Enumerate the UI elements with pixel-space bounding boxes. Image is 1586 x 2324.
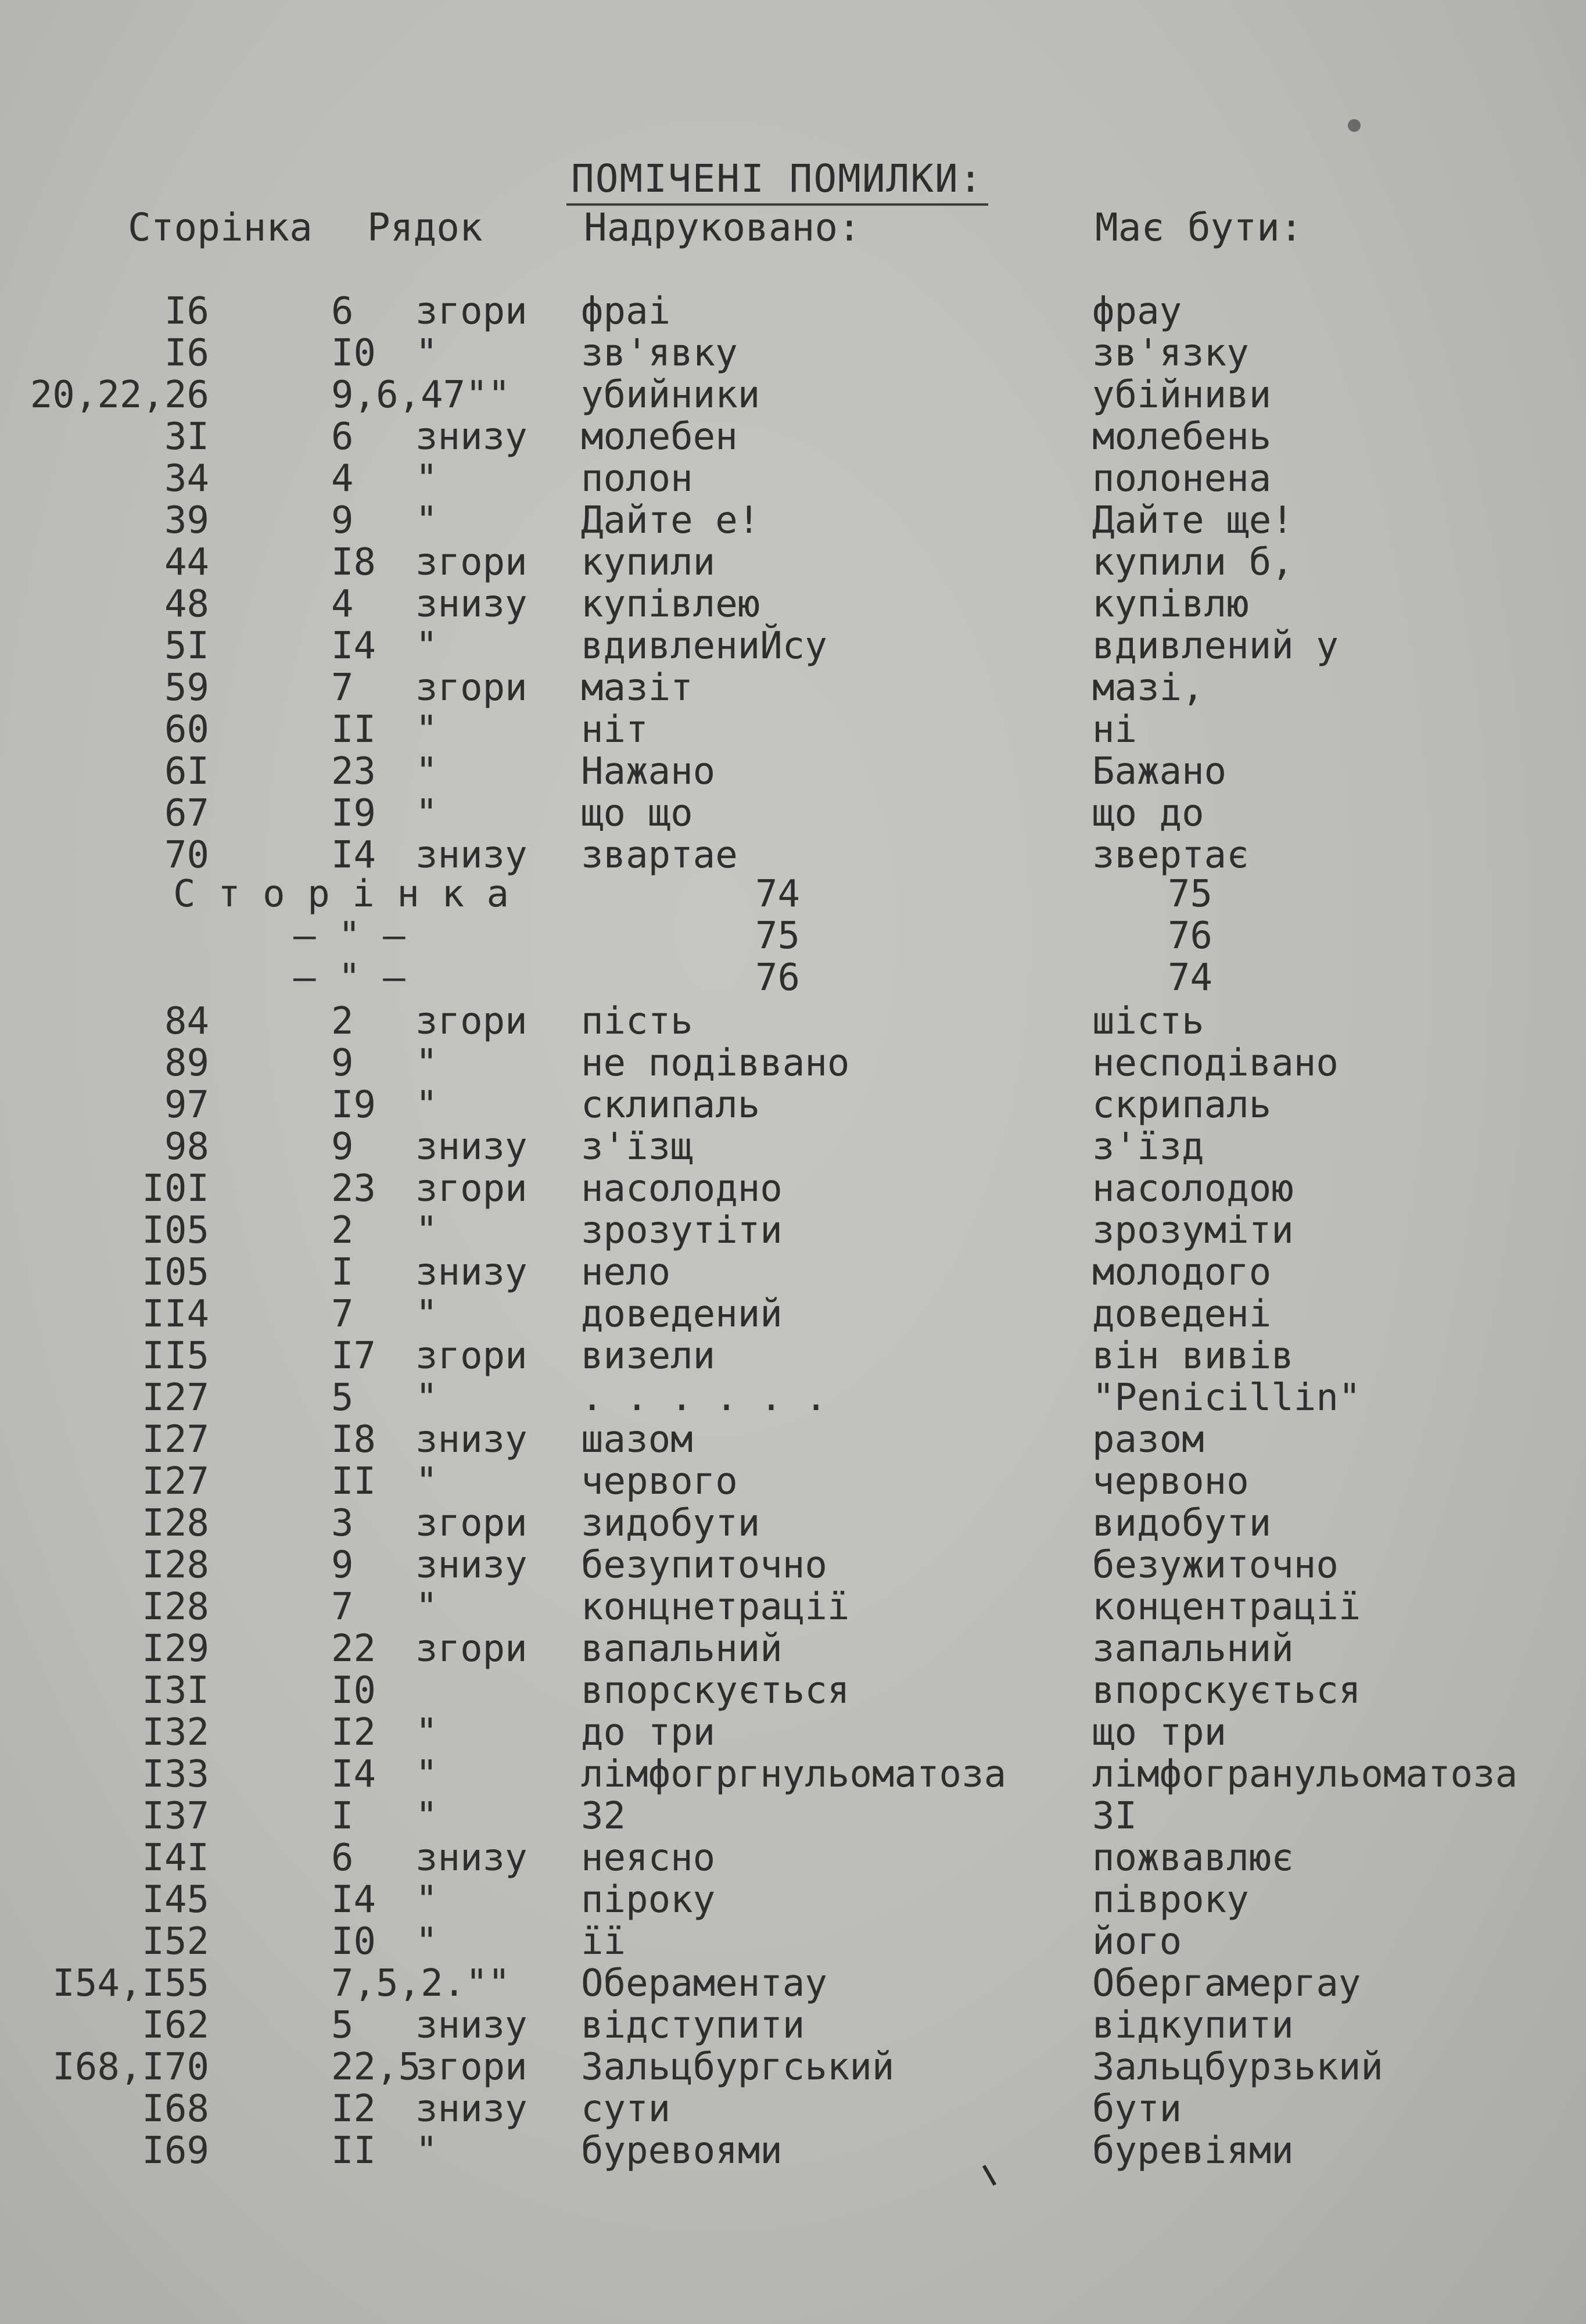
special-page-label: С т о р і н к а [173, 873, 509, 916]
row-line: 7,5,2."" [331, 1962, 511, 2005]
row-direction: знизу [415, 1251, 528, 1294]
row-printed: мазіт [581, 666, 693, 709]
row-printed: неясно [581, 1837, 716, 1880]
row-line: I0 [331, 332, 376, 375]
row-printed: концнетрації [581, 1586, 850, 1629]
errata-row [0, 1461, 1586, 1502]
row-page: 89 [164, 1042, 209, 1085]
row-printed: що що [581, 792, 693, 835]
row-correct: відкупити [1092, 2004, 1294, 2047]
errata-row [0, 1753, 1586, 1795]
errata-row [0, 1502, 1586, 1544]
errata-row [0, 1628, 1586, 1670]
row-line: 5 [331, 1376, 354, 1419]
row-page: 60 [164, 708, 209, 751]
row-direction: " [415, 1878, 438, 1921]
errata-row [0, 792, 1586, 834]
row-correct: молебень [1092, 415, 1272, 458]
special-printed-value: 75 [755, 914, 801, 957]
row-page: I62 [142, 2004, 209, 2047]
document-title: ПОМІЧЕНІ ПОМИЛКИ: [566, 156, 988, 206]
row-direction: " [415, 1795, 438, 1838]
row-line: 2 [331, 1209, 354, 1252]
row-line: 22 [331, 1627, 376, 1670]
row-page: I05 [142, 1251, 209, 1294]
row-line: 7 [331, 1586, 354, 1629]
row-page: 34 [164, 457, 209, 500]
row-page: 48 [164, 583, 209, 626]
row-correct: купівлю [1092, 583, 1249, 626]
row-correct: разом [1092, 1418, 1204, 1461]
row-page: I37 [142, 1795, 209, 1838]
row-page: I28 [142, 1586, 209, 1629]
row-printed: пість [581, 1000, 693, 1043]
row-direction: знизу [415, 834, 528, 877]
row-printed: лімфогргнульоматоза [581, 1753, 1007, 1796]
row-page: I69 [142, 2129, 209, 2172]
row-direction: " [415, 625, 438, 668]
row-page: II5 [142, 1335, 209, 1378]
row-line: 6 [331, 415, 354, 458]
row-line: 9 [331, 1125, 354, 1168]
row-line: I [331, 1795, 354, 1838]
errata-row [0, 1963, 1586, 2004]
row-printed: убийники [581, 374, 760, 417]
row-line: 5 [331, 2004, 354, 2047]
row-page: 44 [164, 541, 209, 584]
row-page: I32 [142, 1711, 209, 1754]
special-correct-value: 75 [1168, 873, 1213, 916]
row-direction: " [415, 708, 438, 751]
row-line: I9 [331, 1084, 376, 1127]
row-page: I28 [142, 1502, 209, 1545]
errata-row [0, 2130, 1586, 2172]
row-page: 70 [164, 834, 209, 877]
errata-row [0, 332, 1586, 374]
row-correct: що до [1092, 792, 1204, 835]
row-line: I8 [331, 1418, 376, 1461]
row-correct: видобути [1092, 1502, 1272, 1545]
row-line: I7 [331, 1335, 376, 1378]
row-printed: купили [581, 541, 716, 584]
errata-row [0, 1544, 1586, 1586]
errata-row [0, 1251, 1586, 1293]
errata-row [0, 541, 1586, 583]
row-correct: безужиточно [1092, 1544, 1339, 1587]
row-page: I05 [142, 1209, 209, 1252]
row-printed: зидобути [581, 1502, 760, 1545]
row-direction: " [415, 750, 438, 793]
errata-row [0, 1921, 1586, 1963]
row-page: 20,22,26 [30, 374, 209, 417]
row-line: 6 [331, 1837, 354, 1880]
row-direction: знизу [415, 415, 528, 458]
row-page: I27 [142, 1376, 209, 1419]
row-correct: Зальцбурзький [1092, 2046, 1383, 2089]
ink-spot [1348, 119, 1361, 132]
row-line: 9 [331, 1544, 354, 1587]
row-page: I52 [142, 1920, 209, 1963]
row-page: I45 [142, 1878, 209, 1921]
row-correct: зрозуміти [1092, 1209, 1294, 1252]
header-correct: Має бути: [1095, 205, 1303, 250]
row-correct: "Penicillin" [1092, 1376, 1361, 1419]
row-printed: полон [581, 457, 693, 500]
row-correct: що три [1092, 1711, 1227, 1754]
errata-row [0, 667, 1586, 709]
row-correct: звертає [1092, 834, 1249, 877]
errata-row [0, 1084, 1586, 1126]
row-page: 6I [164, 750, 209, 793]
row-correct: убійниви [1092, 374, 1272, 417]
row-printed: ніт [581, 708, 648, 751]
row-printed: сути [581, 2088, 671, 2131]
row-direction: згори [415, 290, 528, 333]
row-correct: доведені [1092, 1293, 1272, 1336]
errata-row [0, 709, 1586, 751]
row-printed: Нажано [581, 750, 716, 793]
header-page: Сторінка [128, 205, 313, 250]
header-line: Рядок [367, 205, 483, 250]
row-printed: червого [581, 1460, 738, 1503]
row-direction: знизу [415, 583, 528, 626]
row-printed: шазом [581, 1418, 693, 1461]
row-correct: молодого [1092, 1251, 1272, 1294]
row-line: I9 [331, 792, 376, 835]
row-page: I4I [142, 1837, 209, 1880]
row-page: 3I [164, 415, 209, 458]
row-correct: 3I [1092, 1795, 1138, 1838]
row-correct: зв'язку [1092, 332, 1249, 375]
errata-row [0, 458, 1586, 500]
row-correct: скрипаль [1092, 1084, 1272, 1127]
row-correct: насолодою [1092, 1167, 1294, 1210]
errata-row [0, 1210, 1586, 1251]
row-line: 9 [331, 1042, 354, 1085]
row-line: I4 [331, 1878, 376, 1921]
row-line: 23 [331, 1167, 376, 1210]
errata-row [0, 290, 1586, 332]
errata-row [0, 1335, 1586, 1377]
row-correct: з'їзд [1092, 1125, 1204, 1168]
row-line: 23 [331, 750, 376, 793]
row-printed: визели [581, 1335, 716, 1378]
row-page: 98 [164, 1125, 209, 1168]
row-correct: півроку [1092, 1878, 1249, 1921]
row-printed: Обераментау [581, 1962, 827, 2005]
errata-row [0, 1042, 1586, 1084]
row-printed: . . . . . . [581, 1376, 827, 1419]
row-line: 9,6,47"" [331, 374, 511, 417]
row-page: 67 [164, 792, 209, 835]
row-page: II4 [142, 1293, 209, 1336]
row-printed: піроку [581, 1878, 716, 1921]
row-page: I3I [142, 1669, 209, 1712]
row-direction: знизу [415, 2088, 528, 2131]
header-printed: Надруковано: [584, 205, 861, 250]
row-line: I4 [331, 1753, 376, 1796]
row-line: I8 [331, 541, 376, 584]
row-page: I6 [164, 332, 209, 375]
row-printed: Дайте е! [581, 499, 760, 542]
errata-row [0, 500, 1586, 541]
row-direction: згори [415, 1335, 528, 1378]
row-direction: згори [415, 2046, 528, 2089]
row-correct: Бажано [1092, 750, 1227, 793]
row-page: 97 [164, 1084, 209, 1127]
row-printed: буревоями [581, 2129, 783, 2172]
row-page: I54,I55 [52, 1962, 209, 2005]
errata-row [0, 1419, 1586, 1461]
row-printed: зрозутіти [581, 1209, 783, 1252]
row-direction: " [415, 1711, 438, 1754]
row-page: I33 [142, 1753, 209, 1796]
row-printed: 32 [581, 1795, 626, 1838]
row-direction: " [415, 1084, 438, 1127]
row-direction: " [415, 1753, 438, 1796]
row-line: II [331, 1460, 376, 1503]
row-line: 6 [331, 290, 354, 333]
row-correct: полонена [1092, 457, 1272, 500]
row-direction: знизу [415, 2004, 528, 2047]
row-correct: несподівано [1092, 1042, 1339, 1085]
row-correct: вдивлений у [1092, 625, 1339, 668]
row-line: 2 [331, 1000, 354, 1043]
row-line: I2 [331, 2088, 376, 2131]
row-printed: фраі [581, 290, 671, 333]
errata-row [0, 1377, 1586, 1419]
errata-row [0, 1712, 1586, 1753]
row-printed: її [581, 1920, 626, 1963]
row-line: 22,5 [331, 2046, 421, 2089]
errata-row [0, 1168, 1586, 1210]
errata-row [0, 2046, 1586, 2088]
row-page: I28 [142, 1544, 209, 1587]
row-line: II [331, 708, 376, 751]
row-page: I27 [142, 1460, 209, 1503]
row-correct: бути [1092, 2088, 1182, 2131]
row-line: I4 [331, 834, 376, 877]
row-page: 59 [164, 666, 209, 709]
row-correct: шість [1092, 1000, 1204, 1043]
row-line: 9 [331, 499, 354, 542]
row-direction: знизу [415, 1544, 528, 1587]
row-line: II [331, 2129, 376, 2172]
errata-row [0, 2088, 1586, 2130]
row-line: I2 [331, 1711, 376, 1754]
row-correct: лімфогранульоматоза [1092, 1753, 1518, 1796]
row-direction: " [415, 1209, 438, 1252]
special-correct-value: 74 [1168, 956, 1213, 999]
errata-row [0, 1293, 1586, 1335]
row-direction: знизу [415, 1418, 528, 1461]
errata-row [0, 751, 1586, 792]
errata-row [0, 2004, 1586, 2046]
row-correct: запальний [1092, 1627, 1294, 1670]
row-printed: з'їзщ [581, 1125, 693, 1168]
row-direction: " [415, 1042, 438, 1085]
row-page: I0I [142, 1167, 209, 1210]
row-direction: згори [415, 1627, 528, 1670]
row-printed: нело [581, 1251, 671, 1294]
row-correct: впорскується [1092, 1669, 1361, 1712]
row-correct: Дайте ще! [1092, 499, 1294, 542]
row-line: 4 [331, 583, 354, 626]
row-line: 7 [331, 1293, 354, 1336]
row-correct: мазі, [1092, 666, 1204, 709]
row-printed: до три [581, 1711, 716, 1754]
row-correct: пожвавлює [1092, 1837, 1294, 1880]
row-printed: доведений [581, 1293, 783, 1336]
errata-row [0, 834, 1586, 876]
row-direction: згори [415, 1000, 528, 1043]
errata-row [0, 625, 1586, 667]
row-page: I68,I70 [52, 2046, 209, 2089]
row-direction: " [415, 1293, 438, 1336]
row-direction: " [415, 457, 438, 500]
errata-row [0, 583, 1586, 625]
row-printed: молебен [581, 415, 738, 458]
row-page: I29 [142, 1627, 209, 1670]
row-direction: " [415, 1460, 438, 1503]
row-printed: купівлею [581, 583, 760, 626]
row-printed: впорскується [581, 1669, 850, 1712]
row-printed: звартае [581, 834, 738, 877]
row-direction: " [415, 332, 438, 375]
row-direction: " [415, 1586, 438, 1629]
errata-row [0, 1879, 1586, 1921]
errata-row [0, 1000, 1586, 1042]
errata-row [0, 1586, 1586, 1628]
errata-row [0, 1670, 1586, 1712]
special-ditto-1: – " – [293, 914, 406, 957]
row-direction: згори [415, 1167, 528, 1210]
row-direction: " [415, 499, 438, 542]
row-direction: згори [415, 541, 528, 584]
row-line: I0 [331, 1669, 376, 1712]
row-printed: Зальцбургський [581, 2046, 895, 2089]
row-page: 5I [164, 625, 209, 668]
row-line: 4 [331, 457, 354, 500]
row-direction: " [415, 2129, 438, 2172]
row-line: I0 [331, 1920, 376, 1963]
row-printed: насолодно [581, 1167, 783, 1210]
row-line: 3 [331, 1502, 354, 1545]
row-correct: купили б, [1092, 541, 1294, 584]
row-printed: склипаль [581, 1084, 760, 1127]
row-direction: " [415, 1920, 438, 1963]
row-direction: згори [415, 1502, 528, 1545]
special-correct-value: 76 [1168, 914, 1213, 957]
special-printed-value: 74 [755, 873, 801, 916]
row-printed: зв'явку [581, 332, 738, 375]
errata-row [0, 1126, 1586, 1168]
special-ditto-2: – " – [293, 956, 406, 999]
errata-row [0, 416, 1586, 458]
row-direction: " [415, 792, 438, 835]
errata-row [0, 1837, 1586, 1879]
row-correct: Обергамергау [1092, 1962, 1361, 2005]
row-printed: не подіввано [581, 1042, 850, 1085]
row-printed: вапальний [581, 1627, 783, 1670]
row-direction: згори [415, 666, 528, 709]
row-correct: червоно [1092, 1460, 1249, 1503]
row-line: 7 [331, 666, 354, 709]
row-direction: знизу [415, 1837, 528, 1880]
row-correct: він вивів [1092, 1335, 1294, 1378]
row-correct: концентрації [1092, 1586, 1361, 1629]
row-correct: фрау [1092, 290, 1182, 333]
row-direction: знизу [415, 1125, 528, 1168]
row-page: 39 [164, 499, 209, 542]
row-line: I [331, 1251, 354, 1294]
row-printed: безупиточно [581, 1544, 827, 1587]
row-correct: буревіями [1092, 2129, 1294, 2172]
row-correct: ні [1092, 708, 1138, 751]
row-page: I68 [142, 2088, 209, 2131]
row-printed: вдивлениЙсу [581, 625, 827, 668]
row-line: I4 [331, 625, 376, 668]
row-direction: " [415, 1376, 438, 1419]
row-page: 84 [164, 1000, 209, 1043]
row-correct: його [1092, 1920, 1182, 1963]
row-page: I6 [164, 290, 209, 333]
special-printed-value: 76 [755, 956, 801, 999]
errata-row [0, 1795, 1586, 1837]
row-printed: відступити [581, 2004, 805, 2047]
errata-row [0, 374, 1586, 416]
row-page: I27 [142, 1418, 209, 1461]
